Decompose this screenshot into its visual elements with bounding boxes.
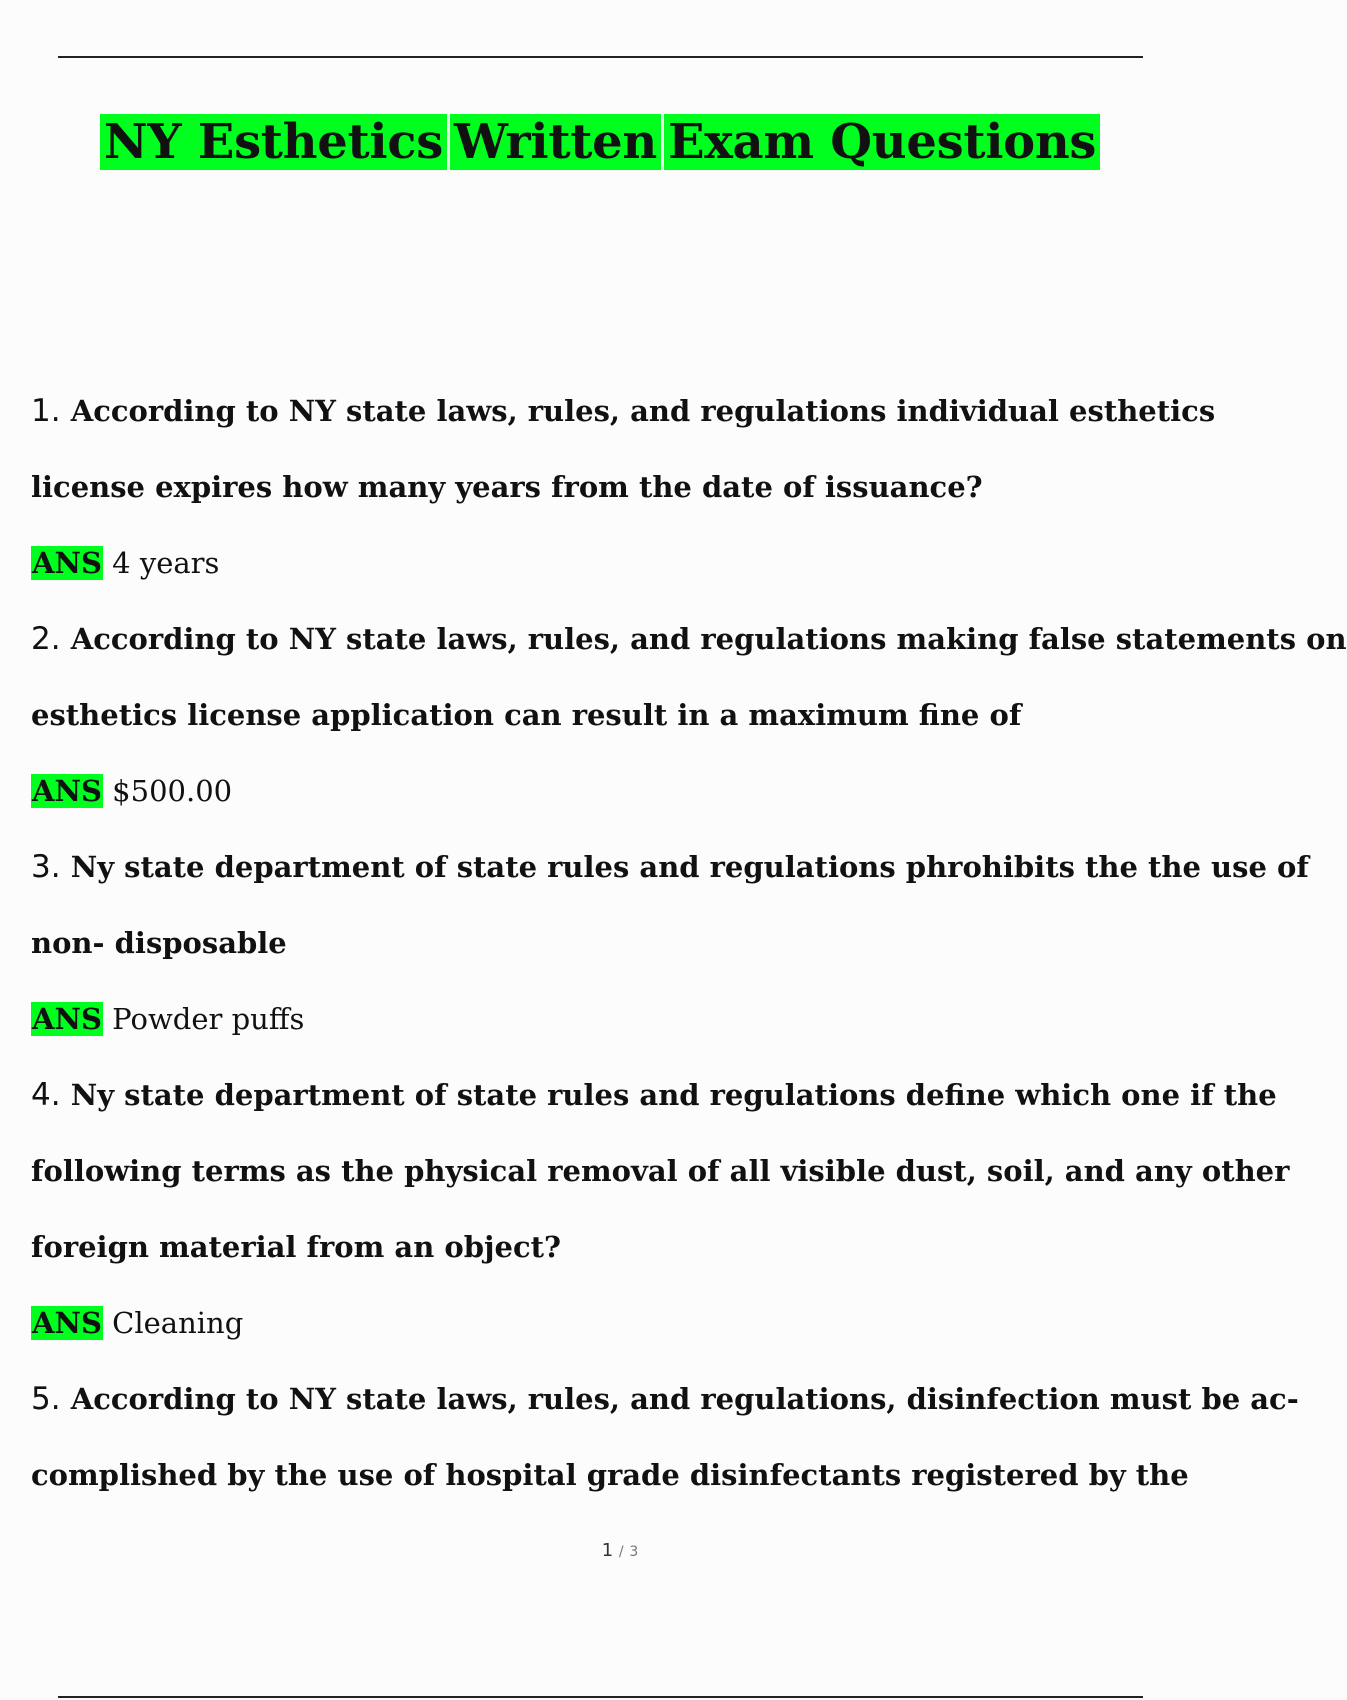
question-line bbox=[31, 373, 1216, 449]
question-number: 5. bbox=[31, 1381, 61, 1417]
question-line bbox=[31, 449, 1200, 525]
question-line bbox=[31, 1361, 1299, 1437]
question-text: According to NY state laws, rules, and regulations, disinfection must be ac- bbox=[70, 1382, 1299, 1416]
question-line bbox=[31, 1133, 1290, 1209]
question-text: According to NY state laws, rules, and regulations individual esthetics bbox=[70, 394, 1216, 428]
title-word: Written bbox=[448, 114, 661, 170]
answer-line bbox=[31, 525, 1200, 601]
answer-line bbox=[31, 981, 1200, 1057]
answer-text: $500.00 bbox=[112, 774, 233, 808]
question-line bbox=[31, 829, 1309, 905]
answer-text: Cleaning bbox=[112, 1306, 244, 1340]
title-block bbox=[0, 110, 1200, 174]
question-line bbox=[31, 1437, 1200, 1513]
question-text: Ny state department of state rules and regulations define which one if the bbox=[70, 1078, 1277, 1112]
question-number: 1. bbox=[31, 393, 61, 429]
document-title bbox=[100, 110, 1100, 174]
page-separator: / bbox=[618, 1544, 624, 1560]
answer-text: 4 years bbox=[112, 546, 220, 580]
question-text: complished by the use of hospital grade disinfectants registered by the bbox=[31, 1458, 1189, 1492]
question-line bbox=[31, 1057, 1277, 1133]
answer-tag: ANS bbox=[32, 546, 102, 580]
question-line bbox=[31, 677, 1200, 753]
question-text: license expires how many years from the date of issuance? bbox=[31, 470, 983, 504]
bottom-divider bbox=[58, 1696, 1143, 1698]
question-number: 4. bbox=[31, 1077, 61, 1113]
total-pages: 3 bbox=[629, 1544, 639, 1560]
title-word: NY Esthetics bbox=[100, 114, 447, 170]
question-line bbox=[31, 905, 1200, 981]
answer-tag: ANS bbox=[32, 774, 102, 808]
current-page: 1 bbox=[601, 1540, 614, 1561]
question-text: esthetics license application can result in a maximum fine of bbox=[31, 698, 1022, 732]
answer-tag: ANS bbox=[32, 1306, 102, 1340]
question-line bbox=[31, 601, 1347, 677]
question-line bbox=[31, 1209, 1200, 1285]
answer-text: Powder puffs bbox=[112, 1002, 305, 1036]
question-list bbox=[31, 373, 1347, 1513]
answer-line bbox=[31, 1285, 1200, 1361]
answer-tag: ANS bbox=[32, 1002, 102, 1036]
title-word: Exam Questions bbox=[662, 114, 1100, 170]
question-number: 2. bbox=[31, 621, 61, 657]
question-text: Ny state department of state rules and regulations phrohibits the the use of bbox=[70, 850, 1309, 884]
answer-line bbox=[31, 753, 1200, 829]
question-number: 3. bbox=[31, 849, 61, 885]
page-indicator bbox=[0, 1540, 1240, 1561]
question-text: According to NY state laws, rules, and regulations making false statements on bbox=[70, 622, 1347, 656]
question-text: following terms as the physical removal of all visible dust, soil, and any other bbox=[31, 1154, 1290, 1188]
question-text: non- disposable bbox=[31, 926, 287, 960]
top-divider bbox=[58, 56, 1143, 58]
question-text: foreign material from an object? bbox=[31, 1230, 562, 1264]
